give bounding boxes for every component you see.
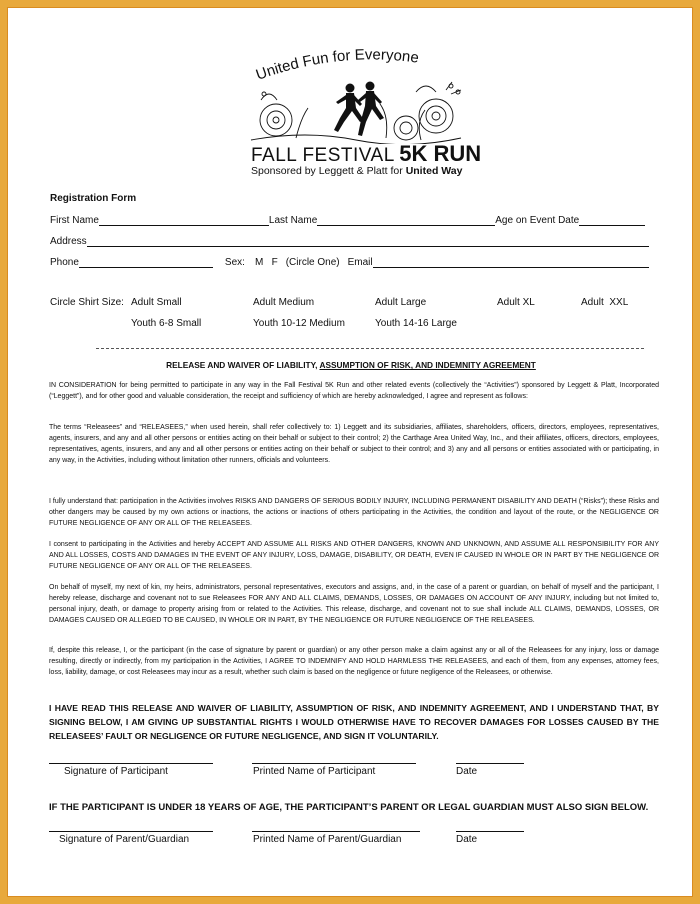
participant-printed-name-label: Printed Name of Participant	[253, 766, 376, 777]
section-divider	[96, 348, 644, 349]
title-fall-festival: FALL FESTIVAL	[251, 145, 395, 166]
participant-signature-line[interactable]	[49, 763, 213, 764]
participant-signature-label: Signature of Participant	[64, 766, 168, 777]
sponsor-line	[251, 165, 462, 177]
shirt-size-label: Circle Shirt Size:	[50, 297, 124, 308]
sex-options[interactable]: M F	[254, 257, 278, 268]
email-field[interactable]	[373, 257, 649, 268]
last-name-field[interactable]	[317, 215, 495, 226]
shirt-adult-xl[interactable]: Adult XL	[497, 297, 535, 308]
age-label: Age on Event Date	[495, 215, 580, 226]
age-field[interactable]	[579, 215, 645, 226]
guardian-printed-name-line[interactable]	[252, 831, 420, 832]
waiver-paragraph-releasees: The terms “Releasees” and “RELEASEES,” when used herein, shall refer collectively to: 1) Leggett and its subsidiaries, affiliates, shareholders, officers, directors, employees, representatives, agents, insurers, and any and all other persons or entities acting on their behalf or subject to their control; 2) the Carthage Area United Way, Inc., and their affiliates, officers, directors, employees, representatives, agents, insurers, and any and all other persons or entities acting on their behalf or subject to their control; and 3) any and all persons or entities associated with or participating, in any way, in the Activities, including without limitation other runners, officials and volunteers.	[49, 424, 659, 464]
guardian-date-line[interactable]	[456, 831, 524, 832]
acknowledgement-statement: I HAVE READ THIS RELEASE AND WAIVER OF LIABILITY, ASSUMPTION OF RISK, AND INDEMNITY AGREEMENT, AND I UNDERSTAND THAT, BY SIGNING BELOW, I AM GIVING UP SUBSTANTIAL RIGHTS I WOULD OTHERWISE HAVE TO RECOVER DAMAGES FOR LOSSES CAUSED BY THE RELEASEES’ FAULT OR NEGLIGENCE OR FUTURE NEGLIGENCE, AND SIGN IT VOLUNTARILY.	[49, 703, 659, 741]
document-page	[7, 7, 693, 897]
waiver-title-plain: RELEASE AND WAIVER OF LIABILITY,	[166, 360, 320, 370]
first-name-field[interactable]	[99, 215, 269, 226]
shirt-adult-xxl[interactable]: Adult XXL	[581, 297, 629, 308]
guardian-signature-line[interactable]	[49, 831, 213, 832]
waiver-title-underlined: ASSUMPTION OF RISK, AND INDEMNITY AGREEMENT	[319, 360, 536, 370]
contact-row	[50, 257, 649, 268]
participant-date-line[interactable]	[456, 763, 524, 764]
shirt-adult-small[interactable]: Adult Small	[131, 297, 182, 308]
svg-text:United Fun for Everyone	[254, 48, 420, 84]
phone-field[interactable]	[79, 257, 213, 268]
title-5k-run: 5K RUN	[399, 141, 482, 166]
waiver-paragraph-risks: I fully understand that: participation in the Activities involves RISKS AND DANGERS OF SERIOUS BODILY INJURY, INCLUDING PERMANENT DISABILITY AND DEATH (“Risks”); these Risks and other dangers may be caused by my own actions or inactions, the actions or inactions of others participating in the Activities, the condition and layout of the route, or the NEGLIGENCE OR FUTURE NEGLIGENCE OF ANY OR ALL OF THE RELEASEES.	[49, 498, 659, 527]
shirt-adult-large[interactable]: Adult Large	[375, 297, 427, 308]
sex-label: Sex:	[224, 257, 245, 268]
sponsor-name: United Way	[405, 165, 463, 177]
participant-date-label: Date	[456, 766, 478, 777]
event-title	[251, 141, 481, 167]
address-row	[50, 236, 649, 247]
guardian-printed-name-label: Printed Name of Parent/Guardian	[253, 834, 402, 845]
participant-printed-name-line[interactable]	[252, 763, 416, 764]
shirt-youth-medium[interactable]: Youth 10-12 Medium	[253, 318, 345, 329]
name-row	[50, 215, 645, 226]
shirt-youth-small[interactable]: Youth 6-8 Small	[131, 318, 202, 329]
shirt-youth-large[interactable]: Youth 14-16 Large	[375, 318, 457, 329]
waiver-paragraph-indemnify: If, despite this release, I, or the participant (in the case of signature by parent or guardian) or any other person make a claim against any or all of the Releasees for any injury, loss or damage resulting, directly or indirectly, from my participation in the Activities, I AGREE TO INDEMNIFY AND HOLD HARMLESS THE RELEASEES, and each of them, from any expenses, attorney fees, loss, liability, damage, or cost Releasees may incur as a result, whether such claim is based on the negligence or future negligence of the Releasees, or otherwise.	[49, 647, 659, 676]
last-name-label: Last Name	[268, 215, 318, 226]
minor-guardian-notice: IF THE PARTICIPANT IS UNDER 18 YEARS OF AGE, THE PARTICIPANT’S PARENT OR LEGAL GUARDIAN MUST ALSO SIGN BELOW.	[49, 802, 649, 813]
waiver-paragraph-consideration: IN CONSIDERATION for being permitted to participate in any way in the Fall Festival 5K Run and other related events (collectively the “Activities”) sponsored by Leggett & Platt, Incorporated (“Leggett”), and for other good and valuable consideration, the receipt and sufficiency of which are hereby acknowledged, I agree and represent as follows:	[49, 382, 659, 400]
phone-label: Phone	[50, 257, 79, 268]
email-label: Email	[347, 257, 373, 268]
circle-one-hint: (Circle One)	[285, 257, 340, 268]
waiver-paragraph-consent: I consent to participating in the Activities and hereby ACCEPT AND ASSUME ALL RISKS AND OTHER DANGERS, KNOWN AND UNKNOWN, AND ASSUME ALL RESPONSIBILITY FOR ANY AND ALL LOSSES, COSTS AND DAMAGES IN THE EVENT OF ANY INJURY, LOSS, DAMAGE, DISABILITY, OR DEATH, EVEN IF CAUSED IN WHOLE OR IN PART BY THE NEGLIGENCE OR FUTURE NEGLIGENCE OF ANY OR ALL OF THE RELEASEES.	[49, 541, 659, 570]
runners-flowers-logo	[246, 80, 466, 144]
address-field[interactable]	[87, 236, 649, 247]
tagline-text: United Fun for Everyone	[253, 48, 420, 84]
sponsor-prefix: Sponsored by Leggett & Platt for	[251, 165, 403, 177]
first-name-label: First Name	[50, 215, 99, 226]
address-label: Address	[50, 236, 87, 247]
shirt-adult-medium[interactable]: Adult Medium	[253, 297, 315, 308]
guardian-signature-label: Signature of Parent/Guardian	[59, 834, 190, 845]
waiver-paragraph-release: On behalf of myself, my next of kin, my heirs, administrators, personal representatives, executors and assigns, and, in the case of a parent or guardian, on behalf of myself and the participant, I hereby release, discharge and covenant not to sue Releasees FOR ANY AND ALL CLAIMS, DEMANDS, LOSSES, OR DAMAGES ON ACCOUNT OF ANY INJURY, including but not limited to, personal injury, death, or damage to property arising from or related to the Activities. This release, discharge, and covenant not to sue shall include ALL CLAIMS, DEMANDS, LOSSES, OR DAMAGES CAUSED OR ALLEGED TO BE CAUSED, IN WHOLE OR IN PART, BY THE NEGLIGENCE OR FUTURE NEGLIGENCE OF THE RELEASEES.	[49, 584, 659, 624]
waiver-title	[8, 360, 694, 370]
guardian-date-label: Date	[456, 834, 478, 845]
registration-form-title: Registration Form	[50, 193, 137, 204]
